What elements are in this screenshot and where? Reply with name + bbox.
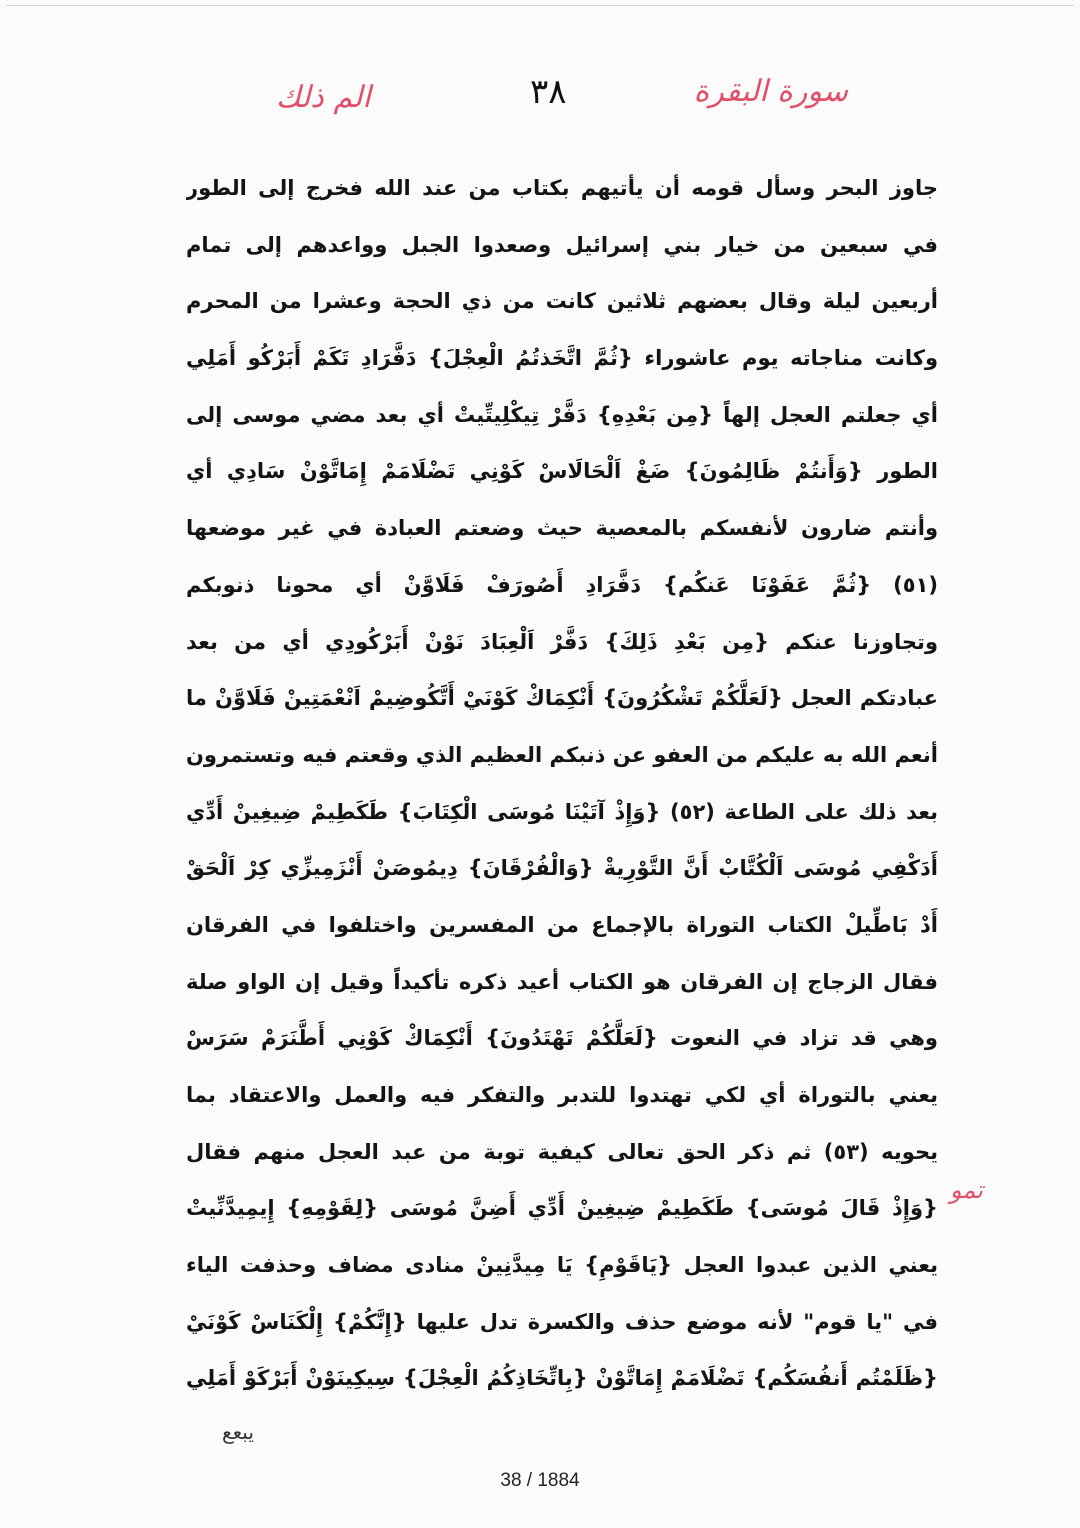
text-line: وأنتم ضارون لأنفسكم بالمعصية حيث وضعتم العبادة في غير موضعها [186,516,938,541]
text-line: الطور {وَأَنتُمْ ظَالِمُونَ} ضَغْ اَلْحَالَاسْ كَوْنِي تَضْلَامَمْ إِمَاتَّوْنْ سَادِي أي [186,459,938,484]
text-line: أربعين ليلة وقال بعضهم ثلاثين كانت من ذي الحجة وعشرا من المحرم [186,289,938,314]
page-header [0,68,1080,138]
page-top-edge [6,5,1074,6]
text-line: {وَإِذْ قَالَ مُوسَى} طَكَطِيمْ ضِيغِينْ أَدِّي أَضِنَّ مُوسَى {لِقَوْمِهِ} إِيمِيدَّنِّيتْ [186,1196,938,1221]
text-line: وكانت مناجاته يوم عاشوراء {ثُمَّ اتَّخَذتُمُ الْعِجْلَ} دَفَّرَادِ تَكَمْ أَبَرْكُو أَمَلِي [186,346,938,371]
text-line: وهي قد تزاد في النعوت {لَعَلَّكُمْ تَهْتَدُونَ} أَنْكِمَاكْ كَوْنِي أَطَّنَرَمْ سَرَسْ [186,1026,938,1051]
text-line: أي جعلتم العجل إلهاً {مِن بَعْدِهِ} دَفَّرْ تِيكْلِيتِّيتْ أي بعد مضي موسى إلى [186,402,938,427]
text-line: أَدَكْفِي مُوسَى اَلْكُتَّابْ أَنَّ التَّوْرِيةْ {وَالْفُرْقَانَ} دِيمُوصَنْ أَنْزَمِيزِّي كِرْ اَلْحَقْ [186,856,938,881]
surah-handwritten-note: سورة البقرة [693,74,848,109]
text-line: بعد ذلك على الطاعة (٥٢) {وَإِذْ آتَيْنَا مُوسَى الْكِتَابَ} طَكَطِيمْ ضِيغِينْ أَدِّي [186,799,938,824]
body-text [186,160,938,1407]
margin-handwritten-note: تمو [950,1176,983,1204]
text-line: في "يا قوم" لأنه موضع حذف والكسرة تدل عليها {إِنَّكُمْ} إِلْكَنَاسْ كَوْنَيْ [186,1309,938,1334]
juz-handwritten-note: الم ذلك [276,80,371,115]
text-line: فقال الزجاج إن الفرقان هو الكتاب أعيد ذكره تأكيداً وقيل إن الواو صلة [186,969,938,994]
text-line: يعني بالتوراة أي لكي تهتدوا للتدبر والتفكر فيه والعمل والاعتقاد بما [186,1083,938,1107]
catchword: يبعع [222,1420,254,1444]
text-line: جاوز البحر وسأل قومه أن يأتيهم بكتاب من عند الله فخرج إلى الطور [186,176,938,200]
text-line: {ظَلَمْتُم أَنفُسَكُم} تَضْلَامَمْ إِمَاتَّوْنْ {بِاتِّخَاذِكُمُ الْعِجْلَ} سِيكِينَوْنْ أَبَرْكَوْ أَمَلِي [186,1366,938,1391]
text-line: يحويه (٥٣) ثم ذكر الحق تعالى كيفية توبة من عبد العجل منهم فقال [186,1139,938,1164]
text-line: يعني الذين عبدوا العجل {يَاقَوْمِ} يَا مِيدَّنِينْ منادى مضاف وحذفت الياء [186,1253,938,1278]
text-line: أَدْ بَاطِّيلْ الكتاب التوراة بالإجماع من المفسرين واختلفوا في الفرقان [186,912,938,937]
text-line: أنعم الله به عليكم من العفو عن ذنبكم العظيم الذي وقعتم فيه وتستمرون [186,742,938,767]
text-line: وتجاوزنا عنكم {مِن بَعْدِ ذَلِكَ} دَفَّرْ اَلْعِبَادَ نَوْنْ أَبَرْكُودِي أي من بعد [186,629,938,654]
text-line: عبادتكم العجل {لَعَلَّكُمْ تَشْكُرُونَ} أَنْكِمَاكْ كَوْنَيْ أَتَّكُوضِيمْ اَنْعْمَتِينْ فَلَاوَّنْ ما [186,686,938,711]
text-line: (٥١) {ثُمَّ عَفَوْنَا عَنكُم} دَفَّرَادِ أَصُورَفْ فَلَاوَّنْ أي محونا ذنوبكم [186,572,938,597]
page-number: ٣٨ [530,72,567,112]
text-line: في سبعين من خيار بني إسرائيل وصعدوا الجبل وواعدهم إلى تمام [186,232,938,257]
viewer-page-counter: 38 / 1884 [500,1470,580,1491]
